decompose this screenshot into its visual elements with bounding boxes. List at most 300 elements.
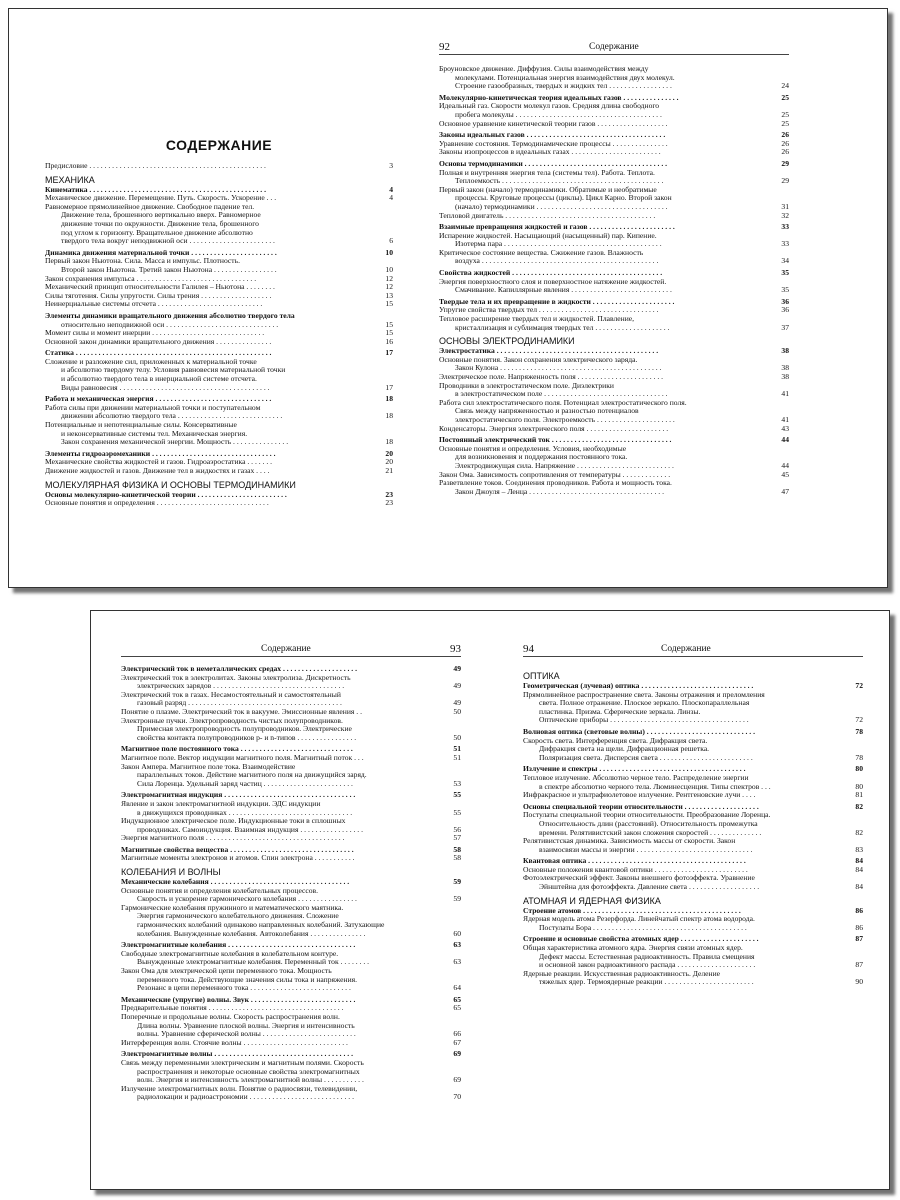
toc-lines — [45, 137, 393, 508]
entry-text: Смачивание. Капиллярные явления . . . . . . . . . . . . . . . . . . . . . . . . . . . — [455, 285, 672, 295]
entry-text: Ядерные реакции. Искусственная радиоактивность. Деление — [523, 968, 721, 978]
entry-text: АТОМНАЯ И ЯДЕРНАЯ ФИЗИКА — [523, 895, 661, 906]
entry-text: газовый разряд . . . . . . . . . . . . . . . . . . . . . . . . . . . . . . . . . . . . . . . . . — [137, 698, 342, 708]
header-title: Содержание — [661, 644, 711, 654]
entry-page-number: 15 — [385, 299, 393, 309]
entry-page-number: 59 — [453, 877, 461, 887]
entry-text: Закон сохранения импульса . . . . . . . . . . . . . . . . . . . . . . . . . . . . . . . . — [45, 273, 257, 283]
entry-page-number: 45 — [781, 469, 789, 479]
header-title: Содержание — [261, 644, 311, 654]
toc-entry — [121, 930, 461, 939]
toc-entry — [439, 120, 789, 129]
entry-page-number: 47 — [781, 486, 789, 496]
toc-entry — [439, 488, 789, 497]
entry-text: Оптические приборы . . . . . . . . . . . . . . . . . . . . . . . . . . . . . . . . . . . . . — [539, 715, 749, 725]
entry-text: Основной закон динамики вращательного движения . . . . . . . . . . . . . . . — [45, 336, 272, 346]
entry-text: Электромагнитная индукция . . . . . . . . . . . . . . . . . . . . . . . . . . . . . . . . . . . — [121, 790, 356, 800]
entry-text: Закон сохранения механической энергии. Мощность . . . . . . . . . . . . . . . — [61, 437, 289, 447]
page-93 — [121, 611, 461, 1189]
entry-page-number: 29 — [781, 158, 789, 168]
entry-text: Конденсаторы. Энергия электрического поля . . . . . . . . . . . . . . . . . . . . . . — [439, 423, 669, 433]
entry-text: в спектре абсолютно черного тела. Люминесценция. Типы спектров . . . — [539, 781, 771, 791]
entry-text: Примесная электропроводность полупроводников. Электрические — [137, 724, 352, 734]
entry-page-number: 15 — [385, 319, 393, 329]
entry-text: Строение атомов . . . . . . . . . . . . . . . . . . . . . . . . . . . . . . . . . . . . . . . . . . — [523, 905, 741, 915]
entry-text: и основной закон радиоактивного распада . . . . . . . . . . . . . . . . . . . . . — [539, 960, 756, 970]
toc-entry — [121, 734, 461, 743]
entry-text: Работа силы при движении материальной точки и поступательном — [45, 402, 261, 412]
entry-page-number: 72 — [855, 681, 863, 690]
entry-text: Свободные электромагнитные колебания в колебательном контуре. — [121, 948, 339, 958]
entry-text: Геометрическая (лучевая) оптика . . . . . . . . . . . . . . . . . . . . . . . . . . . . . . — [523, 681, 754, 690]
entry-text: Скорость и ускорение гармонического колебания . . . . . . . . . . . . . . . . — [137, 894, 357, 904]
entry-text: Сила Лоренца. Удельный заряд частиц . . . . . . . . . . . . . . . . . . . . . . . . — [137, 778, 353, 788]
entry-text: твердого тела вокруг неподвижной оси . . . . . . . . . . . . . . . . . . . . . . . — [61, 236, 275, 246]
entry-page-number: 78 — [855, 752, 863, 762]
entry-text: Электрический ток в неметаллических средах . . . . . . . . . . . . . . . . . . . . — [121, 664, 357, 673]
entry-text: Скорость света. Интерференция света. Дифракция света. — [523, 735, 708, 745]
entry-text: Тепловое расширение твердых тел и жидкостей. Плавление, — [439, 314, 635, 324]
toc-entry — [45, 499, 393, 508]
entry-page-number: 82 — [855, 801, 863, 811]
entry-text: колебания. Вынужденные колебания. Автоколебания . . . . . . . . . . . . . . . — [137, 928, 366, 938]
entry-text: Электродвижущая сила. Напряжение . . . . . . . . . . . . . . . . . . . . . . . . . . — [455, 460, 674, 470]
entry-page-number: 21 — [385, 466, 393, 475]
entry-text: Строение и основные свойства атомных ядер . . . . . . . . . . . . . . . . . . . . . — [523, 934, 759, 944]
entry-text: Основное уравнение кинетической теории газов . . . . . . . . . . . . . . . . . . . — [439, 118, 668, 128]
entry-text: Магнитное поле постоянного тока . . . . . . . . . . . . . . . . . . . . . . . . . . . . . . — [121, 744, 353, 754]
entry-text: Закон Ома. Зависимость сопротивления от температуры . . . . . . . . . . . . . — [439, 469, 671, 479]
entry-text: и неконсервативные системы тел. Механическая энергия. — [61, 428, 248, 438]
entry-page-number: 90 — [855, 977, 863, 987]
book-spread-top — [8, 8, 888, 588]
entry-text: Критическое состояние вещества. Сжижение газов. Влажность — [439, 247, 644, 257]
entry-text: Явление и закон электромагнитной индукции. ЭДС индукции — [121, 798, 321, 808]
entry-text: Постоянный электрический ток . . . . . . . . . . . . . . . . . . . . . . . . . . . . . . . . — [439, 435, 672, 445]
entry-text: МЕХАНИКА — [45, 174, 95, 185]
entry-page-number: 51 — [453, 744, 461, 754]
toc-entry — [523, 791, 863, 800]
entry-page-number: 69 — [453, 1049, 461, 1059]
entry-text: Электромагнитные колебания . . . . . . . . . . . . . . . . . . . . . . . . . . . . . . . . . . — [121, 940, 356, 950]
entry-page-number: 44 — [781, 460, 789, 470]
toc-entry — [439, 212, 789, 221]
entry-page-number: 78 — [855, 726, 863, 736]
entry-text: для возникновения и поддержания постоянного тока. — [455, 452, 628, 462]
entry-page-number: 23 — [385, 489, 393, 499]
entry-page-number: 26 — [781, 138, 789, 148]
entry-page-number: 17 — [385, 348, 393, 358]
entry-text: Эйнштейна для фотоэффекта. Давление света . . . . . . . . . . . . . . . . . . . — [539, 882, 760, 892]
entry-text: Тепловое излучение. Абсолютно черное тело. Распределение энергии — [523, 772, 749, 782]
page-number: 93 — [450, 643, 461, 655]
entry-text: Связь между напряженностью и разностью потенциалов — [455, 406, 639, 416]
entry-text: Прямолинейное распространение света. Законы отражения и преломления — [523, 689, 765, 699]
entry-text: под углом к горизонту. Вращательное движение абсолютно — [61, 227, 253, 237]
entry-text: Электростатика . . . . . . . . . . . . . . . . . . . . . . . . . . . . . . . . . . . . . . . . . . . — [439, 346, 659, 356]
entry-page-number: 70 — [453, 1092, 461, 1102]
entry-page-number: 3 — [389, 161, 393, 170]
header-title: Содержание — [589, 42, 639, 52]
entry-text: Первый закон Ньютона. Сила. Масса и импульс. Плотность. — [45, 256, 240, 266]
entry-text: Механические свойства жидкостей и газов. Гидроаэростатика . . . . . . . — [45, 457, 273, 467]
entry-text: Твердые тела и их превращение в жидкости . . . . . . . . . . . . . . . . . . . . . . — [439, 296, 675, 306]
toc-entry — [439, 425, 789, 434]
entry-page-number: 86 — [855, 922, 863, 932]
entry-page-number: 33 — [781, 222, 789, 232]
entry-page-number: 49 — [453, 698, 461, 708]
entry-text: КОЛЕБАНИЯ И ВОЛНЫ — [121, 867, 221, 878]
entry-page-number: 25 — [781, 92, 789, 102]
entry-text: Идеальный газ. Скорости молекул газов. Средняя длина свободного — [439, 101, 660, 111]
toc-entry — [45, 384, 393, 393]
toc-entry — [121, 1093, 461, 1102]
entry-page-number: 50 — [453, 732, 461, 742]
entry-text: Излучение и спектры . . . . . . . . . . . . . . . . . . . . . . . . . . . . . . . . . . . . . . . — [523, 764, 746, 774]
entry-text: Основы термодинамики . . . . . . . . . . . . . . . . . . . . . . . . . . . . . . . . . . . . . . — [439, 158, 668, 168]
entry-text: Индукционное электрическое поле. Индукционные токи в сплошных — [121, 816, 346, 826]
entry-text: процессы. Круговые процессы (циклы). Цикл Карно. Второй закон — [455, 193, 672, 203]
entry-text: ОПТИКА — [523, 671, 560, 681]
entry-text: Связь между переменными электрическим и магнитным полями. Скорость — [121, 1057, 364, 1067]
entry-text: Законы идеальных газов . . . . . . . . . . . . . . . . . . . . . . . . . . . . . . . . . . . . . — [439, 130, 666, 140]
toc-entry — [439, 257, 789, 266]
entry-page-number: 13 — [385, 290, 393, 300]
entry-text: относительно неподвижной оси . . . . . . . . . . . . . . . . . . . . . . . . . . . . . . — [61, 319, 279, 329]
entry-text: Магнитные свойства вещества . . . . . . . . . . . . . . . . . . . . . . . . . . . . . . . . . — [121, 844, 354, 854]
toc-list — [45, 162, 393, 508]
entry-page-number: 49 — [453, 664, 461, 673]
entry-text: времени. Релятивистский закон сложения скоростей . . . . . . . . . . . . . . — [539, 827, 762, 837]
toc-entry — [121, 1039, 461, 1048]
entry-page-number: 66 — [453, 1029, 461, 1039]
entry-text: Энергия магнитного поля . . . . . . . . . . . . . . . . . . . . . . . . . . . . . . . . . . . . . — [121, 833, 345, 843]
entry-text: пластинка. Призма. Сферические зеркала. Линзы. — [539, 706, 701, 716]
entry-page-number: 53 — [453, 778, 461, 788]
entry-page-number: 63 — [453, 940, 461, 950]
entry-page-number: 80 — [855, 781, 863, 791]
entry-text: Второй закон Ньютона. Третий закон Ньютона . . . . . . . . . . . . . . . . . — [61, 264, 277, 274]
entry-page-number: 44 — [781, 435, 789, 445]
entry-text: Потенциальные и непотенциальные силы. Консервативные — [45, 420, 237, 430]
entry-text: Гармонические колебания пружинного и математического маятника. — [121, 902, 344, 912]
entry-text: проводниках. Самоиндукция. Взаимная индукция . . . . . . . . . . . . . . . . . — [137, 824, 364, 834]
entry-page-number: 32 — [781, 210, 789, 220]
entry-text: Броуновское движение. Диффузия. Силы взаимодействия между — [439, 64, 649, 73]
entry-page-number: 6 — [389, 236, 393, 246]
entry-text: Закон Джоуля – Ленца . . . . . . . . . . . . . . . . . . . . . . . . . . . . . . . . . . . . — [455, 486, 664, 496]
entry-text: Понятие о плазме. Электрический ток в вакууме. Эмиссионные явления . . — [121, 706, 362, 716]
entry-text: в движущихся проводниках . . . . . . . . . . . . . . . . . . . . . . . . . . . . . . . . . — [137, 807, 353, 817]
entry-text: Постулаты Бора . . . . . . . . . . . . . . . . . . . . . . . . . . . . . . . . . . . . . . . . . — [539, 922, 747, 932]
entry-page-number: 58 — [453, 844, 461, 854]
entry-text: электрических зарядов . . . . . . . . . . . . . . . . . . . . . . . . . . . . . . . . . . . — [137, 681, 345, 691]
entry-page-number: 80 — [855, 764, 863, 774]
entry-text: Силы тяготения. Силы упругости. Силы трения . . . . . . . . . . . . . . . . . . . — [45, 290, 272, 300]
entry-text: параллельных токов. Действие магнитного поля на движущийся заряд. — [137, 770, 367, 780]
entry-page-number: 59 — [453, 894, 461, 904]
entry-text: Проводники в электростатическом поле. Диэлектрики — [439, 380, 614, 390]
entry-text: Закон Ампера. Магнитное поле тока. Взаимодействие — [121, 761, 296, 771]
entry-text: Общая характеристика атомного ядра. Энергия связи атомных ядер. — [523, 943, 743, 953]
entry-text: Работа и механическая энергия . . . . . . . . . . . . . . . . . . . . . . . . . . . . . . . — [45, 394, 272, 404]
entry-text: Резонанс в цепи переменного тока . . . . . . . . . . . . . . . . . . . . . . . . . . . — [137, 983, 351, 993]
entry-page-number: 31 — [781, 201, 789, 211]
entry-page-number: 4 — [389, 184, 393, 194]
entry-text: Неинерциальные системы отсчета . . . . . . . . . . . . . . . . . . . . . . . . . . . . — [45, 299, 263, 309]
entry-page-number: 33 — [781, 239, 789, 249]
entry-text: Закон Ома для электрической цепи переменного тока. Мощность — [121, 966, 332, 975]
entry-text: Движение жидкостей и газов. Движение тел в жидкостях и газах . . . . — [45, 466, 270, 475]
entry-text: кристаллизация и сублимация твердых тел . . . . . . . . . . . . . . . . . . . . — [455, 322, 670, 332]
entry-text: Тепловой двигатель . . . . . . . . . . . . . . . . . . . . . . . . . . . . . . . . . . . . . . . . — [439, 210, 656, 220]
entry-text: Свойства жидкостей . . . . . . . . . . . . . . . . . . . . . . . . . . . . . . . . . . . . . . . . — [439, 268, 663, 278]
entry-text: Длина волны. Уравнение плоской волны. Энергия и интенсивность — [137, 1020, 355, 1030]
entry-text: волн. Энергия и интенсивность электромагнитной волны . . . . . . . . . . . — [137, 1075, 364, 1085]
toc-entry — [439, 82, 789, 91]
toc-entry — [45, 338, 393, 347]
toc-entry — [523, 978, 863, 987]
entry-page-number: 4 — [389, 193, 393, 203]
entry-text: света. Полное отражение. Плоское зеркало. Плоскопараллельная — [539, 698, 750, 708]
page-contents-start — [45, 9, 393, 587]
entry-text: волны. Уравнение сферической волны . . . . . . . . . . . . . . . . . . . . . . . . . — [137, 1029, 356, 1039]
page-number: 94 — [523, 643, 534, 655]
entry-text: Механические колебания . . . . . . . . . . . . . . . . . . . . . . . . . . . . . . . . . . . . . — [121, 877, 350, 887]
entry-page-number: 24 — [781, 81, 789, 91]
entry-text: МОЛЕКУЛЯРНАЯ ФИЗИКА И ОСНОВЫ ТЕРМОДИНАМИКИ — [45, 479, 296, 490]
toc-entry — [45, 438, 393, 447]
toc-entry — [523, 924, 863, 933]
entry-text: Сложение и разложение сил, приложенных к материальной точке — [45, 356, 257, 366]
entry-page-number: 18 — [385, 437, 393, 447]
entry-text: свойства контакта полупроводников p- и n-типов . . . . . . . . . . . . . . . . — [137, 732, 357, 742]
entry-page-number: 67 — [453, 1037, 461, 1047]
toc-entry — [121, 854, 461, 863]
entry-page-number: 20 — [385, 457, 393, 467]
entry-text: радиолокации и радиоастрономии . . . . . . . . . . . . . . . . . . . . . . . . . . . . — [137, 1092, 354, 1102]
toc-entry — [523, 716, 863, 725]
entry-page-number: 86 — [855, 905, 863, 915]
entry-text: Разветвление токов. Соединения проводников. Работа и мощность тока. — [439, 478, 672, 488]
entry-text: Закон Кулона . . . . . . . . . . . . . . . . . . . . . . . . . . . . . . . . . . . . . . . . . . . — [455, 363, 662, 373]
entry-page-number: 38 — [781, 363, 789, 373]
entry-page-number: 25 — [781, 109, 789, 119]
entry-text: Электрический ток в электролитах. Законы электролиза. Дискретность — [121, 672, 351, 682]
entry-text: Момент силы и момент инерции . . . . . . . . . . . . . . . . . . . . . . . . . . . . . . — [45, 328, 265, 338]
toc-entry — [439, 286, 789, 295]
entry-text: Интерференция волн. Стоячие волны . . . . . . . . . . . . . . . . . . . . . . . . . . . . — [121, 1037, 348, 1047]
toc-entry — [439, 324, 789, 333]
entry-page-number: 55 — [453, 790, 461, 800]
entry-page-number: 17 — [385, 382, 393, 392]
entry-text: Волновая оптика (световые волны) . . . . . . . . . . . . . . . . . . . . . . . . . . . . . — [523, 726, 755, 736]
entry-text: Молекулярно-кинетическая теория идеальных газов . . . . . . . . . . . . . . . — [439, 92, 679, 102]
toc-entry — [45, 467, 393, 476]
entry-page-number: 57 — [453, 833, 461, 843]
entry-text: Излучение электромагнитных волн. Понятие о радиосвязи, телевидении, — [121, 1083, 358, 1093]
entry-page-number: 83 — [855, 844, 863, 854]
page-number: 92 — [439, 41, 450, 53]
entry-text: Электрическое поле. Напряженность поля . . . . . . . . . . . . . . . . . . . . . . . — [439, 372, 664, 381]
entry-text: Дефект массы. Естественная радиоактивность. Правила смещения — [539, 951, 755, 961]
entry-text: Основные понятия и определения. Условия, необходимые — [439, 443, 627, 453]
entry-text: Вынужденные электромагнитные колебания. Переменный ток . . . . . . . . — [137, 957, 370, 967]
entry-page-number: 41 — [781, 414, 789, 424]
entry-text: молекулами. Потенциальная энергия взаимодействия двух молекул. — [455, 72, 675, 82]
entry-text: (начало) термодинамики . . . . . . . . . . . . . . . . . . . . . . . . . . . . . . . . . . . — [455, 201, 668, 211]
toc-list — [121, 665, 461, 1102]
entry-text: Законы изопроцессов в идеальных газах . . . . . . . . . . . . . . . . . . . . . . . . — [439, 147, 661, 157]
entry-text: Ядерная модель атома Резерфорда. Линейчатый спектр атома водорода. — [523, 914, 755, 924]
entry-text: Упругие свойства твердых тел . . . . . . . . . . . . . . . . . . . . . . . . . . . . . . . . — [439, 305, 659, 315]
entry-page-number: 26 — [781, 147, 789, 157]
entry-text: тяжелых ядер. Термоядерные реакции . . . . . . . . . . . . . . . . . . . . . . . . — [539, 977, 754, 987]
toc-entry — [523, 846, 863, 855]
entry-text: и абсолютно твердого тела в инерциальной системе отсчета. — [61, 374, 257, 384]
entry-text: Относительность длин (расстояний). Относительность промежутка — [539, 818, 758, 828]
entry-page-number: 35 — [781, 268, 789, 278]
entry-page-number: 72 — [855, 715, 863, 725]
toc-entry — [523, 754, 863, 763]
entry-page-number: 15 — [385, 328, 393, 338]
entry-text: Статика . . . . . . . . . . . . . . . . . . . . . . . . . . . . . . . . . . . . . . . . . . . . . . . . . . . . — [45, 348, 272, 358]
entry-text: гармонических колебаний одинаково направленных колебаний. Затухающие — [137, 920, 385, 930]
entry-text: Динамика движения материальной точки . . . . . . . . . . . . . . . . . . . . . . . — [45, 247, 277, 257]
entry-page-number: 58 — [453, 853, 461, 863]
entry-text: в электростатическом поле . . . . . . . . . . . . . . . . . . . . . . . . . . . . . . . . . — [455, 389, 668, 399]
entry-page-number: 84 — [855, 864, 863, 874]
toc-entry — [523, 883, 863, 892]
entry-page-number: 87 — [855, 960, 863, 970]
entry-text: Поперечные и продольные волны. Скорость распространения волн. — [121, 1011, 340, 1021]
entry-text: Магнитные моменты электронов и атомов. Спин электрона . . . . . . . . . . . — [121, 853, 355, 863]
entry-page-number: 18 — [385, 394, 393, 404]
entry-text: взаимосвязи массы и энергии . . . . . . . . . . . . . . . . . . . . . . . . . . . . . . . — [539, 844, 753, 854]
entry-text: движение точки по окружности. Движение тела, брошенного — [61, 218, 259, 228]
entry-page-number: 26 — [781, 130, 789, 140]
entry-page-number: 34 — [781, 256, 789, 266]
entry-text: Основные понятия. Закон сохранения электрического заряда. — [439, 354, 638, 364]
entry-text: Магнитное поле. Вектор индукции магнитного поля. Магнитный поток . . . — [121, 752, 364, 762]
entry-page-number: 65 — [453, 1003, 461, 1013]
book-spread-bottom — [90, 610, 890, 1190]
toc-entry — [45, 237, 393, 246]
entry-text: Поляризация света. Дисперсия света . . . . . . . . . . . . . . . . . . . . . . . . . — [539, 752, 753, 762]
entry-page-number: 43 — [781, 423, 789, 433]
entry-text: Основные понятия и определения колебательных процессов. — [121, 885, 319, 895]
entry-page-number: 51 — [453, 752, 461, 762]
entry-page-number: 49 — [453, 681, 461, 691]
entry-text: Релятивистская динамика. Зависимость массы от скорости. Закон — [523, 836, 736, 846]
entry-text: Взаимные превращения жидкостей и газов . . . . . . . . . . . . . . . . . . . . . . . — [439, 222, 675, 232]
running-header — [121, 642, 461, 657]
entry-text: Квантовая оптика . . . . . . . . . . . . . . . . . . . . . . . . . . . . . . . . . . . . . . . . . . — [523, 856, 746, 866]
entry-text: воздуха . . . . . . . . . . . . . . . . . . . . . . . . . . . . . . . . . . . . . . . . . . . . . . . — [455, 256, 659, 266]
entry-text: Испарение жидкостей. Насыщающий (насыщенный) пар. Кипение. — [439, 230, 657, 240]
entry-text: и абсолютно твердому телу. Условия равновесия материальной точки — [61, 365, 286, 375]
entry-page-number: 65 — [453, 994, 461, 1004]
entry-page-number: 38 — [781, 372, 789, 381]
toc-entry — [121, 834, 461, 843]
entry-page-number: 56 — [453, 824, 461, 834]
entry-text: Изотерма пара . . . . . . . . . . . . . . . . . . . . . . . . . . . . . . . . . . . . . . . . . . — [455, 239, 662, 249]
entry-text: Фотоэлектрический эффект. Законы внешнего фотоэффекта. Уравнение — [523, 873, 755, 883]
entry-page-number: 12 — [385, 273, 393, 283]
entry-text: Механические (упругие) волны. Звук . . . . . . . . . . . . . . . . . . . . . . . . . . . . — [121, 994, 356, 1004]
entry-text: Равномерное прямолинейное движение. Свободное падение тел. — [45, 201, 255, 211]
entry-text: Предварительные понятия . . . . . . . . . . . . . . . . . . . . . . . . . . . . . . . . . . . . — [121, 1003, 344, 1013]
entry-page-number: 20 — [385, 448, 393, 458]
toc-entry — [45, 300, 393, 309]
entry-text: Энергия гармонического колебательного движения. Сложение — [137, 911, 339, 921]
running-header — [523, 642, 863, 657]
entry-text: пробега молекулы . . . . . . . . . . . . . . . . . . . . . . . . . . . . . . . . . . . . . . . — [455, 109, 662, 119]
toc-list — [439, 65, 789, 496]
toc-entry — [121, 984, 461, 993]
entry-page-number: 60 — [453, 928, 461, 938]
entry-text: Электрический ток в газах. Несамостоятельный и самостоятельный — [121, 689, 341, 699]
entry-text: Движение тела, брошенного вертикально вверх. Равномерное — [61, 210, 261, 220]
entry-page-number: 63 — [453, 957, 461, 967]
entry-page-number: 38 — [781, 346, 789, 356]
entry-page-number: 29 — [781, 176, 789, 186]
entry-text: распространения и некоторые основные свойства электромагнитных — [137, 1066, 360, 1076]
entry-page-number: 84 — [855, 856, 863, 866]
entry-page-number: 87 — [855, 934, 863, 944]
entry-page-number: 82 — [855, 827, 863, 837]
entry-text: Основы специальной теории относительности . . . . . . . . . . . . . . . . . . . . — [523, 801, 759, 811]
entry-page-number: 12 — [385, 282, 393, 292]
entry-page-number: 16 — [385, 336, 393, 346]
entry-text: переменного тока. Действующие значения силы тока и напряжения. — [137, 974, 358, 984]
entry-page-number: 10 — [385, 264, 393, 274]
entry-page-number: 64 — [453, 983, 461, 993]
entry-text: Дифракция света на щели. Дифракционная решетка. — [539, 744, 710, 754]
entry-text: Основные понятия и определения . . . . . . . . . . . . . . . . . . . . . . . . . . . . . . — [45, 498, 269, 508]
page-94 — [523, 611, 863, 1189]
entry-text: Виды равновесия . . . . . . . . . . . . . . . . . . . . . . . . . . . . . . . . . . . . . . . . — [61, 382, 270, 392]
entry-text: Теплоемкость . . . . . . . . . . . . . . . . . . . . . . . . . . . . . . . . . . . . . . . . . . . — [455, 176, 664, 186]
entry-page-number: 37 — [781, 322, 789, 332]
entry-page-number: 50 — [453, 706, 461, 716]
entry-page-number: 36 — [781, 305, 789, 315]
entry-text: Постулаты специальной теории относительности. Преобразование Лоренца. — [523, 810, 771, 820]
entry-text: Строение газообразных, твердых и жидких тел . . . . . . . . . . . . . . . . . — [455, 81, 672, 91]
entry-page-number: 23 — [385, 498, 393, 508]
running-header — [439, 40, 789, 55]
toc-entry — [45, 162, 393, 171]
entry-text: Кинематика . . . . . . . . . . . . . . . . . . . . . . . . . . . . . . . . . . . . . . . . . . . . . . . — [45, 184, 266, 194]
entry-text: Предисловие . . . . . . . . . . . . . . . . . . . . . . . . . . . . . . . . . . . . . . . . . . . . . . . — [45, 161, 266, 170]
entry-text: Элементы динамики вращательного движения абсолютно твердого тела — [45, 310, 295, 320]
entry-text: движении абсолютно твердого тела . . . . . . . . . . . . . . . . . . . . . . . . . . . . — [61, 411, 283, 421]
entry-text: Уравнение состояния. Термодинамические процессы . . . . . . . . . . . . . . . — [439, 138, 668, 148]
entry-text: Основные положения квантовой оптики . . . . . . . . . . . . . . . . . . . . . . . . . — [523, 864, 748, 874]
entry-page-number: 18 — [385, 411, 393, 421]
entry-page-number: 84 — [855, 882, 863, 892]
entry-text: Работа сил электростатического поля. Потенциал электростатического поля. — [439, 397, 687, 407]
entry-page-number: 36 — [781, 296, 789, 306]
entry-text: электростатического поля. Электроемкость . . . . . . . . . . . . . . . . . . . . . — [455, 414, 675, 424]
entry-text: Инфракрасное и ультрафиолетовое излучение. Рентгеновские лучи . . . . — [523, 790, 756, 800]
entry-text: Механическое движение. Перемещение. Путь. Скорость. Ускорение . . . — [45, 193, 277, 203]
toc-list — [523, 667, 863, 987]
entry-page-number: 41 — [781, 389, 789, 399]
toc-entry — [121, 780, 461, 789]
entry-text: Электронные пучки. Электропроводность чистых полупроводников. — [121, 715, 343, 725]
toc-entry — [439, 148, 789, 157]
